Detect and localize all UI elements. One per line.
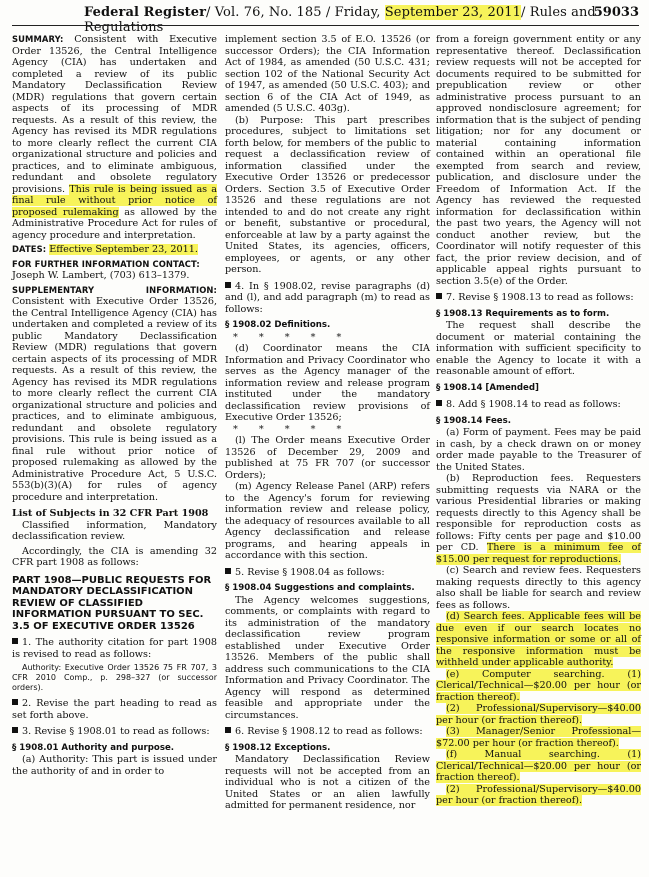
volume-info: / Vol. 76, No. 185 / Friday, [206, 5, 381, 20]
definition-d: (d) Coordinator means the CIA Information and Privacy Coordinator who serves as the Agency manager of the information review and release program instituted under the mandatory declassification review provisions of Executive Order 13526; [225, 343, 430, 423]
section-1908-14-heading: § 1908.14 Fees. [436, 415, 511, 426]
fee-manual-professional: (2) Professional/Supervisory—$40.00 per hour (or fraction thereof). [436, 783, 641, 806]
header-rule [12, 25, 639, 26]
section-1908-13-heading: § 1908.13 Requirements as to form. [436, 308, 610, 319]
definition-m: (m) Agency Release Panel (ARP) refers to the Agency's forum for reviewing information review and release policy, the adequacy of resources available to all Agency declassification and release programs, and hearing appeals in accordance with this section. [225, 481, 430, 561]
contact-label: FOR FURTHER INFORMATION CONTACT: [12, 258, 200, 269]
dates-label: DATES: [12, 244, 47, 254]
authority-citation: Authority: Executive Order 13526 75 FR 707, 3 CFR 2010 Comp., p. 298–327 (or successor orders). [12, 663, 217, 692]
supplementary-text: Consistent with Executive Order 13526, the Central Intelligence Agency (CIA) has undertaken and completed a review of its public Mandatory Declassification Review (MDR) regulations that govern certain aspects of its processing of MDR requests. As a result of this review, the Agency has revised its MDR regulations to more clearly reflect the current CIA organizational structure and policies and practices, and to eliminate ambiguous, redundant and obsolete regulatory provisions. This rule is being issued as a final rule without prior notice of proposed rulemaking as allowed by the Administrative Procedure Act, 5 U.S.C. 553(b)(3)(A) for rules of agency procedure and interpretation. [12, 296, 217, 503]
item-4: 4. In § 1908.02, revise paragraphs (d) and (l), and add paragraph (m) to read as follows: [225, 280, 430, 315]
fee-computer-manager: (3) Manager/Senior Professional—$72.00 per hour (or fraction thereof). [436, 726, 641, 749]
bullet-square [436, 400, 442, 406]
exceptions-continued: from a foreign government entity or any representative thereof. Declassification review requests will not be accepted for documents required to be submitted for prepublication review or other administrative process pursuant to an approved nondisclosure agreement; for information that is the subject of pending litigation; nor for any document or material containing information contained within an operational file exempted from search and review, publication, and disclosure under the Freedom of Information Act. If the Agency has reviewed the requested information for declassification within the past two years, the Agency will not conduct another review, but the Coordinator will notify requester of this fact, the prior review decision, and of applicable appeal rights pursuant to section 3.5(e) of the Order. [436, 34, 641, 287]
item-1: 1. The authority citation for part 1908 is revised to read as follows: [12, 637, 217, 660]
bullet-square [12, 638, 18, 644]
item-6: 6. Revise § 1908.12 to read as follows: [235, 726, 423, 737]
section-1908-13-text: The request shall describe the document or material containing the information with sufficient specificity to enable the Agency to locate it with a reasonable amount of effort. [436, 320, 641, 377]
journal-name: Federal Register [84, 5, 207, 20]
bullet-square [436, 293, 442, 299]
fee-form-of-payment: (a) Form of payment. Fees may be paid in cash, by a check drawn on or money order made payable to the Treasurer of the United States. [436, 427, 641, 473]
section-1908-04-text: The Agency welcomes suggestions, comments, or complaints with regard to its administration of the mandatory declassification review program established under Executive Order 13526. Members of the public shall address such communications to the CIA Information and Privacy Coordinator. The Agency will respond as determined feasible and appropriate under the circumstances. [225, 594, 430, 721]
page-header [12, 4, 639, 35]
subjects-text: Classified information, Mandatory declassification review. [12, 519, 217, 542]
section-1908-01-text: (a) Authority: This part is issued under the authority of and in order to [12, 754, 217, 777]
section-1908-01-heading: § 1908.01 Authority and purpose. [12, 742, 175, 753]
section-1908-02-heading: § 1908.02 Definitions. [225, 320, 331, 330]
page-number: 59033 [593, 5, 639, 20]
definition-l: (l) The Order means Executive Order 13526 of December 29, 2009 and published at 75 FR 707 (or successor Orders); [225, 435, 430, 481]
bullet-square [12, 699, 18, 705]
fee-reproduction-minimum: There is a minimum fee of $15.00 per request for reproductions. [436, 542, 641, 565]
dates-text: Effective September 23, 2011. [49, 244, 198, 255]
column-2 [225, 34, 430, 812]
fee-search: (d) Search fees. Applicable fees will be due even if our search locates no responsive information or some or all of the responsive information must be withheld under applicable authority. [436, 611, 641, 668]
item-8: 8. Add § 1908.14 to read as follows: [446, 399, 621, 410]
item-5: 5. Revise § 1908.04 as follows: [235, 566, 385, 578]
section-1908-12-heading: § 1908.12 Exceptions. [225, 742, 331, 753]
supplementary-label: SUPPLEMENTARY INFORMATION: [12, 284, 217, 295]
fee-search-review: (c) Search and review fees. Requesters making requests directly to this agency also shall be liable for search and review fees as follows. [436, 565, 641, 611]
bullet-square [225, 727, 231, 733]
section-1908-12-text: Mandatory Declassification Review requests will not be accepted from an individual who is not a citizen of the United States or an alien lawfully admitted for permanent residence, nor [225, 754, 430, 811]
summary-label: SUMMARY: [12, 34, 64, 44]
fee-computer-searching: (e) Computer searching. (1) Clerical/Technical—$20.00 per hour (or fraction thereof). [436, 668, 641, 703]
section-1908-04-heading: § 1908.04 Suggestions and complaints. [225, 583, 415, 593]
item-7: 7. Revise § 1908.13 to read as follows: [446, 292, 634, 303]
amending-text: Accordingly, the CIA is amending 32 CFR part 1908 as follows: [12, 545, 217, 568]
summary-end: as allowed by the Administrative Procedure Act for rules of agency procedure and interpretation. [12, 206, 217, 241]
authority-continued: implement section 3.5 of E.O. 13526 (or successor Orders); the CIA Information Act of 1984, as amended (50 U.S.C. 431; section 102 of the National Security Act of 1947, as amended (50 U.S.C. 403); and section 6 of the CIA Act of 1949, as amended (5 U.S.C. 403g). [225, 34, 430, 114]
bullet-square [12, 727, 18, 733]
column-1 [12, 34, 217, 777]
summary-highlight: This rule is being issued as a final rule without prior notice of proposed rulemaking [12, 183, 218, 218]
fee-reproduction: (b) Reproduction fees. Requesters submitting requests via NARA or the various Presidential libraries or making requests directly to this Agency shall be responsible for reproduction costs as follows: Fifty cents per page and $10.00 per CD. [436, 473, 641, 553]
section-1908-14-amended: § 1908.14 [Amended] [436, 382, 539, 393]
purpose-paragraph: (b) Purpose: This part prescribes procedures, subject to limitations set forth below, for members of the public to request a declassification review of information classified under the Executive Order 13526 or predecessor Orders. Section 3.5 of Executive Order 13526 and these regulations are not intended to and do not create any right or benefit, substantive or procedural, enforceable at law by a party against the United States, its agencies, officers, employees, or agents, or any other person. [225, 114, 430, 275]
bullet-square [225, 568, 231, 574]
fee-manual-searching: (f) Manual searching. (1) Clerical/Technical—$20.00 per hour (or fraction thereof). [436, 749, 641, 783]
bullet-square [225, 282, 231, 288]
ellipsis-stars: * * * * * [233, 423, 351, 435]
column-3 [436, 34, 641, 807]
part-heading: PART 1908—PUBLIC REQUESTS FOR MANDATORY DECLASSIFICATION REVIEW OF CLASSIFIED INFORMATION PURSUANT TO SEC. 3.5 OF EXECUTIVE ORDER 13526 [12, 574, 212, 632]
contact-text: Joseph W. Lambert, (703) 613–1379. [12, 270, 190, 281]
summary-text: Consistent with Executive Order 13526, the Central Intelligence Agency (CIA) has undertaken and completed a review of its public Mandatory Declassification Review (MDR) regulations that govern certain aspects of its processing of MDR requests. As a result of this review, the Agency has revised its MDR regulations to more clearly reflect the current CIA organizational structure and policies and practices, and to eliminate ambiguous, redundant and obsolete regulatory provisions. [12, 34, 217, 195]
subjects-heading: List of Subjects in 32 CFR Part 1908 [12, 508, 209, 519]
item-3: 3. Revise § 1908.01 to read as follows: [22, 726, 210, 737]
section-name: / Rules and Regulations [84, 5, 596, 35]
ellipsis-stars: * * * * * [233, 331, 351, 343]
fee-computer-professional: (2) Professional/Supervisory—$40.00 per hour (or fraction thereof). [436, 703, 641, 726]
item-2: 2. Revise the part heading to read as set forth above. [12, 698, 217, 721]
issue-date: September 23, 2011 [384, 5, 521, 20]
running-head [84, 5, 639, 35]
